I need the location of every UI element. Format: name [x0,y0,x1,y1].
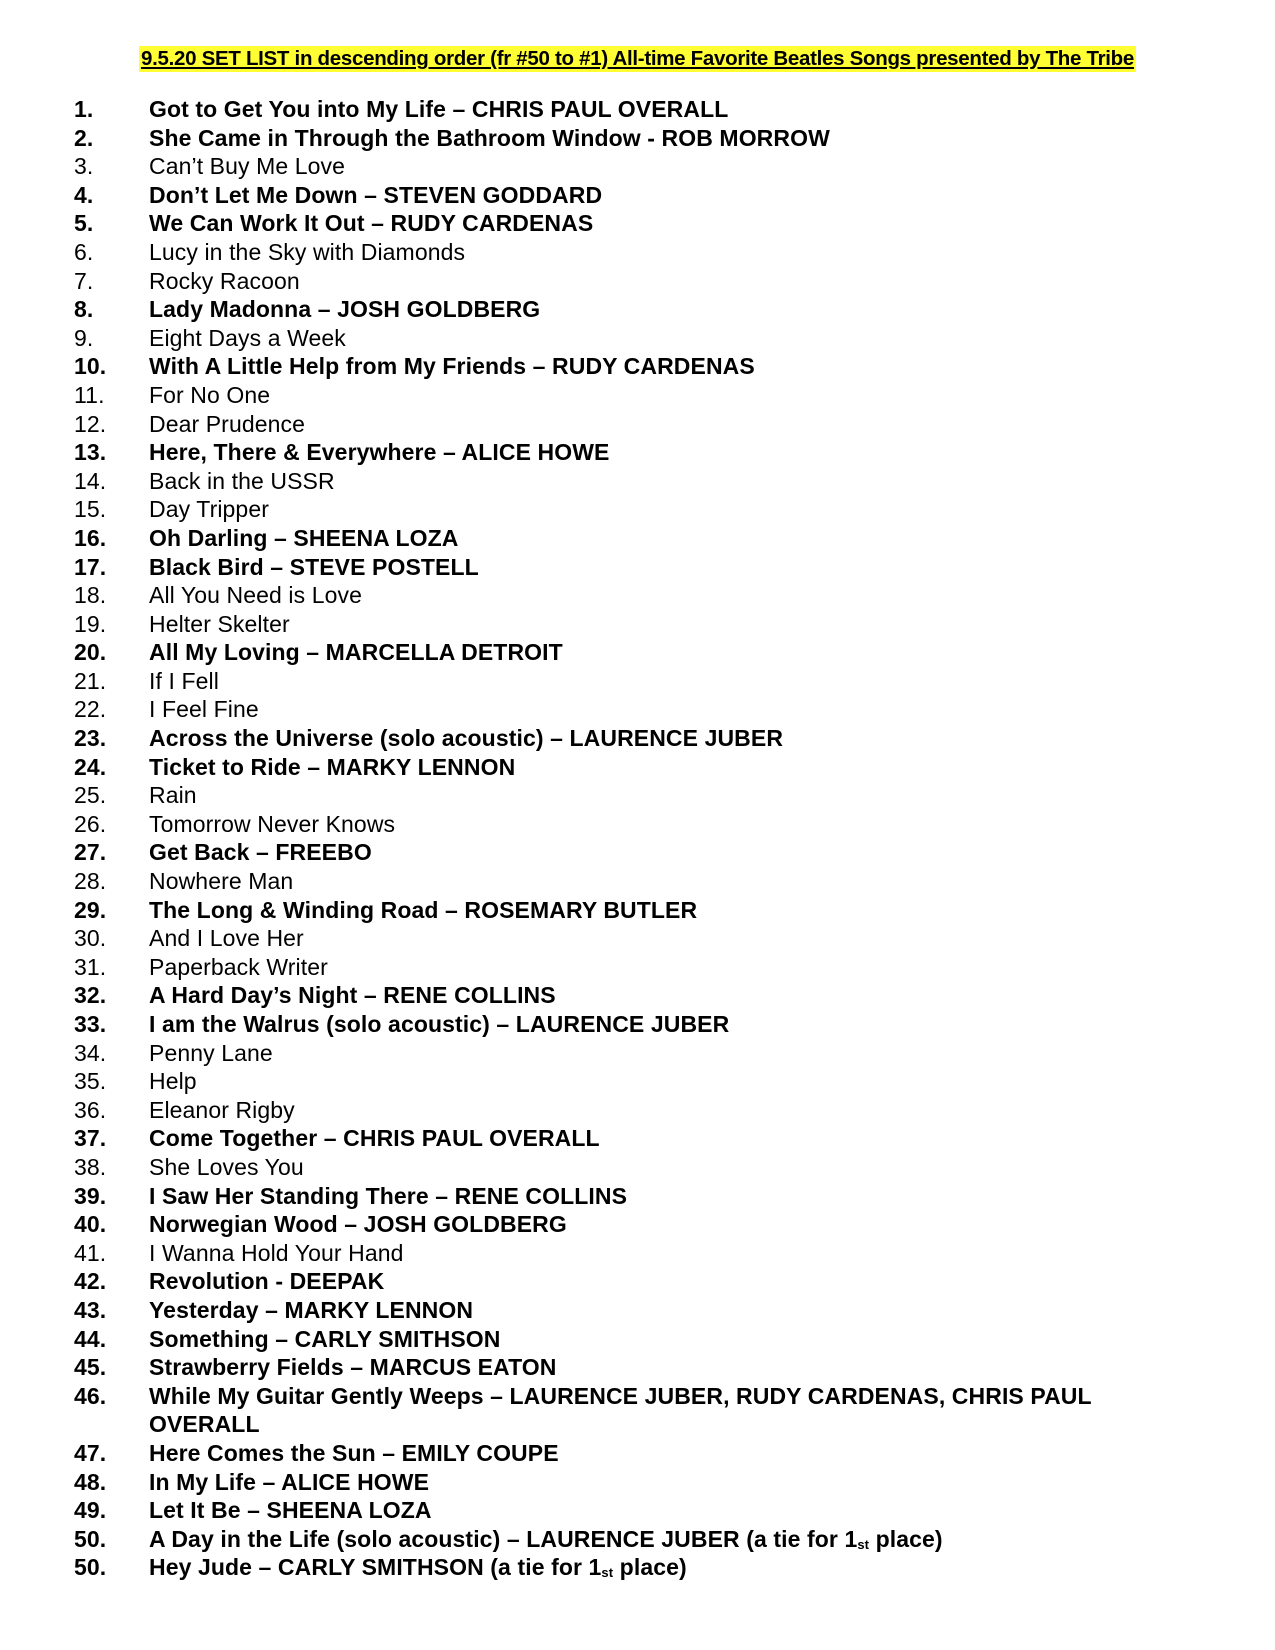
list-item [74,953,1204,982]
list-item [74,724,1204,753]
list-item [74,381,1204,410]
item-number: 30. [74,925,107,952]
song-title: Hey Jude – CARLY SMITHSON (a tie for 1 [149,1554,602,1581]
item-number: 16. [74,524,107,551]
item-number: 3. [74,153,94,180]
song-title: Rocky Racoon [149,267,300,294]
song-title: Tomorrow Never Knows [149,810,396,837]
list-item [74,238,1204,267]
item-number: 19. [74,610,107,637]
list-item [74,152,1204,181]
item-number: 50. [74,1554,107,1581]
list-item [74,753,1204,782]
song-title: And I Love Her [149,925,304,952]
item-number: 49. [74,1497,107,1524]
list-item [74,495,1204,524]
list-item [74,181,1204,210]
song-title: I Wanna Hold Your Hand [149,1239,404,1266]
song-title: Penny Lane [149,1039,273,1066]
list-item [74,810,1204,839]
item-number: 11. [74,381,105,408]
list-item [74,981,1204,1010]
song-title: I Feel Fine [149,696,259,723]
list-item [74,95,1204,124]
item-number: 37. [74,1125,107,1152]
song-title: Revolution - DEEPAK [149,1268,385,1295]
item-number: 2. [74,124,94,151]
song-title: Get Back – FREEBO [149,839,372,866]
item-number: 40. [74,1211,107,1238]
song-title: Nowhere Man [149,868,294,895]
song-title: All You Need is Love [149,582,362,609]
song-title: Come Together – CHRIS PAUL OVERALL [149,1125,600,1152]
song-title: Oh Darling – SHEENA LOZA [149,524,459,551]
list-item [74,1096,1204,1125]
item-number: 18. [74,582,107,609]
song-title: A Hard Day’s Night – RENE COLLINS [149,982,556,1009]
list-item [74,1468,1204,1497]
item-number: 33. [74,1011,107,1037]
song-title: All My Loving – MARCELLA DETROIT [149,639,563,666]
song-title: Black Bird – STEVE POSTELL [149,553,479,580]
list-item [74,896,1204,925]
list-item [74,1496,1204,1525]
item-number: 5. [74,210,94,237]
item-number: 28. [74,868,107,895]
item-number: 12. [74,410,107,437]
list-item [74,267,1204,296]
list-item [74,410,1204,439]
song-title: Lady Madonna – JOSH GOLDBERG [149,296,541,323]
item-number: 29. [74,896,107,923]
list-item [74,1210,1204,1239]
song-title: Eleanor Rigby [149,1096,295,1123]
song-title: Help [149,1068,197,1095]
song-title: With A Little Help from My Friends – RUDY CARDENAS [149,353,755,380]
song-title: We Can Work It Out – RUDY CARDENAS [149,210,594,237]
item-number: 20. [74,639,107,666]
list-item [74,1182,1204,1211]
song-title: Strawberry Fields – MARCUS EATON [149,1354,557,1381]
list-item [74,553,1204,582]
list-item [74,524,1204,553]
song-title: Helter Skelter [149,610,290,637]
song-title: Day Tripper [149,496,269,523]
list-item [74,1325,1204,1354]
set-list [74,95,1204,1582]
song-title: She Loves You [149,1153,304,1180]
list-item [74,1039,1204,1068]
item-number: 22. [74,696,107,723]
list-item [74,1267,1204,1296]
item-number: 44. [74,1325,107,1352]
page-title-wrapper [0,46,1275,72]
item-number: 15. [74,496,107,523]
item-number: 41. [74,1239,107,1266]
song-title: Here, There & Everywhere – ALICE HOWE [149,439,610,466]
song-title: Got to Get You into My Life – CHRIS PAUL OVERALL [149,96,729,122]
item-number: 26. [74,810,107,837]
song-title: Back in the USSR [149,467,335,494]
song-title: A Day in the Life (solo acoustic) – LAURENCE JUBER (a tie for 1 [149,1525,858,1552]
item-number: 45. [74,1354,107,1381]
list-item [74,781,1204,810]
song-title: Dear Prudence [149,410,305,437]
song-title-wrapper [149,1553,1204,1582]
list-item [74,638,1204,667]
song-title: Can’t Buy Me Love [149,153,346,180]
song-title: Across the Universe (solo acoustic) – LAURENCE JUBER [149,725,784,752]
song-title: Paperback Writer [149,953,328,980]
item-number: 39. [74,1182,107,1209]
song-title: Something – CARLY SMITHSON [149,1325,501,1352]
song-title: Don’t Let Me Down – STEVEN GODDARD [149,181,603,208]
song-title-wrapper [149,1525,1204,1554]
song-title: Let It Be – SHEENA LOZA [149,1497,432,1524]
item-number: 10. [74,353,107,380]
list-item [74,695,1204,724]
song-title: I Saw Her Standing There – RENE COLLINS [149,1182,628,1209]
item-number: 6. [74,238,94,265]
item-number: 4. [74,181,94,208]
list-item [74,581,1204,610]
list-item [74,1067,1204,1096]
list-item [74,438,1204,467]
list-item [74,209,1204,238]
song-title: While My Guitar Gently Weeps – LAURENCE JUBER, RUDY CARDENAS, CHRIS PAUL OVERALL [149,1382,1092,1438]
item-number: 36. [74,1096,107,1123]
list-item [74,1124,1204,1153]
list-item [74,924,1204,953]
song-title: Norwegian Wood – JOSH GOLDBERG [149,1211,567,1238]
list-item [74,1382,1204,1439]
list-item [74,1296,1204,1325]
list-item [74,124,1204,153]
list-item [74,610,1204,639]
item-number: 35. [74,1068,107,1095]
item-number: 9. [74,324,94,351]
song-title: Here Comes the Sun – EMILY COUPE [149,1439,559,1466]
item-number: 42. [74,1268,107,1295]
list-item [74,667,1204,696]
song-title-tail: place) [613,1554,687,1581]
list-item [74,1439,1204,1468]
page-title: 9.5.20 SET LIST in descending order (fr #50 to #1) All-time Favorite Beatles Songs presented by The Tribe [140,47,1134,70]
song-title: For No One [149,381,271,408]
item-number: 32. [74,982,107,1009]
ordinal-suffix: st [601,1565,614,1581]
item-number: 50. [74,1525,107,1552]
item-number: 47. [74,1439,107,1466]
item-number: 8. [74,296,94,323]
item-number: 34. [74,1039,107,1066]
item-number: 23. [74,725,107,752]
item-number: 46. [74,1382,107,1409]
item-number: 24. [74,753,107,780]
song-title: Eight Days a Week [149,324,346,351]
song-title: If I Fell [149,667,219,694]
list-item [74,838,1204,867]
song-title: In My Life – ALICE HOWE [149,1468,430,1495]
ordinal-suffix: st [857,1536,870,1552]
list-item [74,352,1204,381]
item-number: 27. [74,839,107,866]
list-item [74,1553,1204,1582]
song-title: Lucy in the Sky with Diamonds [149,238,466,265]
item-number: 21. [74,667,107,694]
list-item [74,1010,1204,1039]
list-item [74,1153,1204,1182]
list-item [74,867,1204,896]
song-title: I am the Walrus (solo acoustic) – LAURENCE JUBER [149,1011,730,1037]
item-number: 7. [74,267,94,294]
list-item [74,1353,1204,1382]
song-title: She Came in Through the Bathroom Window - ROB MORROW [149,124,830,151]
song-title: Yesterday – MARKY LENNON [149,1296,474,1323]
item-number: 25. [74,782,107,809]
item-number: 17. [74,553,107,580]
song-title: Ticket to Ride – MARKY LENNON [149,753,516,780]
list-item [74,324,1204,353]
item-number: 43. [74,1296,107,1323]
song-title: Rain [149,782,197,809]
list-item [74,1525,1204,1554]
item-number: 31. [74,953,107,980]
item-number: 13. [74,439,107,466]
list-item [74,295,1204,324]
item-number: 48. [74,1468,107,1495]
list-item [74,1239,1204,1268]
song-title-tail: place) [869,1525,943,1552]
song-title: The Long & Winding Road – ROSEMARY BUTLER [149,896,698,923]
item-number: 1. [74,96,94,122]
list-item [74,467,1204,496]
item-number: 38. [74,1153,107,1180]
item-number: 14. [74,467,107,494]
